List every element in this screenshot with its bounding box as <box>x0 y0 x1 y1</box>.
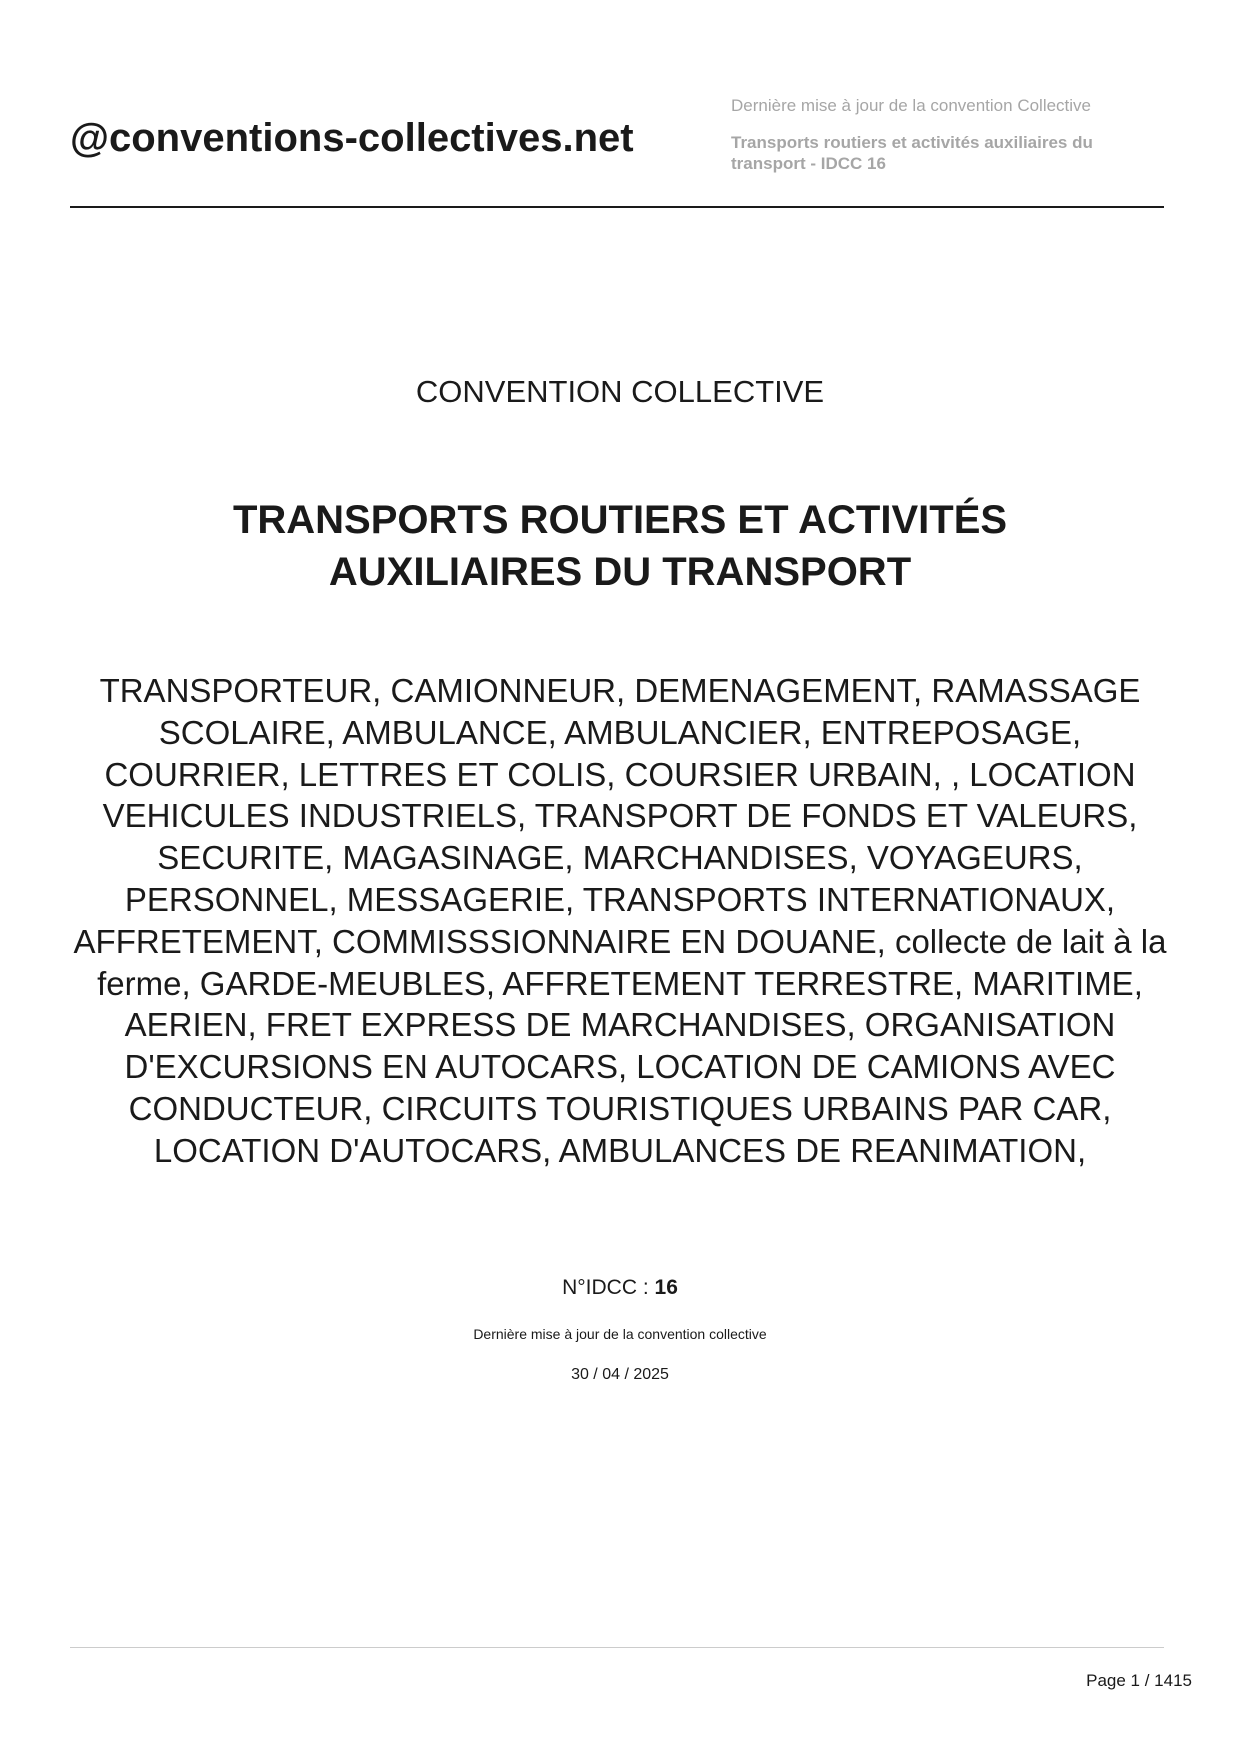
footer-divider <box>70 1647 1164 1648</box>
idcc-value: 16 <box>654 1276 678 1299</box>
header-meta <box>731 95 1151 174</box>
update-date: 30 / 04 / 2025 <box>571 1366 669 1383</box>
page-header <box>70 0 1164 208</box>
header-convention-title: Transports routiers et activités auxiliaires du transport - IDCC 16 <box>731 133 1093 173</box>
idcc-line <box>0 1276 1240 1300</box>
document-type-label: CONVENTION COLLECTIVE <box>415 374 825 409</box>
update-label: Dernière mise à jour de la convention collective <box>473 1326 767 1342</box>
document-keywords: TRANSPORTEUR, CAMIONNEUR, DEMENAGEMENT, RAMASSAGE SCOLAIRE, AMBULANCE, AMBULANCIER, ENTREPOSAGE, COURRIER, LETTRES ET COLIS, COURSIER URBAIN, , LOCATION VEHICULES INDUSTRIELS, TRANSPORT DE FONDS ET VALEURS, SECURITE, MAGASINAGE, MARCHANDISES, VOYAGEURS, PERSONNEL, MESSAGERIE, TRANSPORTS INTERNATIONAUX, AFFRETEMENT, COMMISSSIONNAIRE EN DOUANE, collecte de lait à la ferme, GARDE-MEUBLES, AFFRETEMENT TERRESTRE, MARITIME, AERIEN, FRET EXPRESS DE MARCHANDISES, ORGANISATION D'EXCURSIONS EN AUTOCARS, LOCATION DE CAMIONS AVEC CONDUCTEUR, CIRCUITS TOURISTIQUES URBAINS PAR CAR, LOCATION D'AUTOCARS, AMBULANCES DE REANIMATION, <box>73 672 1167 1169</box>
idcc-label: N°IDCC : <box>562 1276 655 1299</box>
page-number: Page 1 / 1415 <box>1086 1671 1192 1690</box>
document-title: TRANSPORTS ROUTIERS ET ACTIVITÉS AUXILIAIRES DU TRANSPORT <box>232 498 1008 594</box>
site-name: @conventions-collectives.net <box>70 116 634 160</box>
header-update-label: Dernière mise à jour de la convention Collective <box>731 96 1092 115</box>
